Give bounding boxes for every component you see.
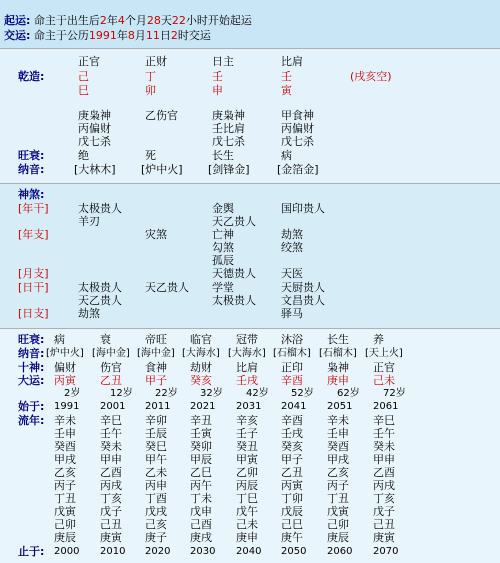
liunian-cell: 己酉 xyxy=(190,518,212,531)
liunian-cell: 癸未 xyxy=(373,440,395,453)
dayun-age-cell: 72岁 xyxy=(383,388,406,399)
shensha-item: 国印贵人 xyxy=(281,202,325,215)
ten-god-label: 比肩 xyxy=(281,55,303,68)
dayun-shishen-cell: 比肩 xyxy=(236,361,258,374)
liunian-cell: 丙子 xyxy=(327,479,349,492)
liunian-cell: 辛未 xyxy=(327,414,349,427)
shensha-item: 文昌贵人 xyxy=(281,294,325,307)
wangshuai-value: 病 xyxy=(281,149,292,162)
liunian-cell: 壬子 xyxy=(236,427,258,440)
qiyun-hours: 22 xyxy=(171,14,186,27)
liunian-cell: 己巳 xyxy=(281,518,303,531)
jiaoyun-label: 交运: xyxy=(4,29,31,42)
dayun-ganzhi-cell: 甲子 xyxy=(145,374,167,387)
liunian-cell: 丁丑 xyxy=(327,492,349,505)
liunian-cell: 壬申 xyxy=(327,427,349,440)
dayun-wangshuai-cell: 帝旺 xyxy=(145,333,167,346)
branch: 巳 xyxy=(78,84,89,97)
jiaoyun-day: 11 xyxy=(145,29,160,42)
dayun-end-cell: 2000 xyxy=(54,546,80,557)
dayun-wangshuai-cell: 养 xyxy=(373,333,384,346)
liunian-cell: 戊戌 xyxy=(145,505,167,518)
liunian-cell: 丙戌 xyxy=(100,479,122,492)
dayun-start-cell: 2001 xyxy=(100,401,126,412)
dayun-nayin-cell: [石榴木] xyxy=(273,348,311,359)
dayun-end-cell: 2010 xyxy=(100,546,126,557)
liunian-cell: 甲戌 xyxy=(327,453,349,466)
liunian-cell: 己丑 xyxy=(100,518,122,531)
shensha-item: 金舆 xyxy=(212,202,234,215)
qiyun-text: 命主于出生后 xyxy=(33,14,100,27)
liunian-cell: 戊申 xyxy=(190,505,212,518)
dayun-start-cell: 1991 xyxy=(54,401,80,412)
shensha-item: 天厨贵人 xyxy=(281,281,325,294)
jiaoyun-month: 8 xyxy=(127,29,135,42)
liunian-cell: 戊寅 xyxy=(327,505,349,518)
liunian-cell: 丁亥 xyxy=(373,492,395,505)
hidden-stem: 庚枭神 xyxy=(78,109,111,122)
dayun-end-cell: 2050 xyxy=(281,546,307,557)
divider xyxy=(0,48,500,49)
qiyun-unit: 个月 xyxy=(124,14,147,27)
liunian-cell: 戊子 xyxy=(373,505,395,518)
dayun-nayin-cell: [海中金] xyxy=(137,348,175,359)
jiaoyun-unit: 月 xyxy=(134,29,146,42)
liunian-cell: 辛酉 xyxy=(281,414,303,427)
dayun-age-cell: 32岁 xyxy=(200,388,223,399)
liunian-cell: 庚辰 xyxy=(327,531,349,544)
liunian-cell: 壬寅 xyxy=(190,427,212,440)
nayin-label: 纳音: xyxy=(18,163,45,176)
liunian-cell: 壬午 xyxy=(373,427,395,440)
shensha-item: 孤辰 xyxy=(212,254,234,267)
shensha-item: 太极贵人 xyxy=(78,202,122,215)
liunian-cell: 壬申 xyxy=(54,427,76,440)
liunian-cell: 乙巳 xyxy=(190,466,212,479)
liunian-cell: 乙未 xyxy=(145,466,167,479)
ten-god-label: 正官 xyxy=(78,55,100,68)
liunian-cell: 庚寅 xyxy=(100,531,122,544)
liunian-cell: 甲申 xyxy=(373,453,395,466)
dayun-shishen-cell: 劫财 xyxy=(190,361,212,374)
dayun-wangshuai-label: 旺衰: xyxy=(18,333,45,346)
dayun-shishen-cell: 偏财 xyxy=(54,361,76,374)
dayun-age-cell: 22岁 xyxy=(155,388,178,399)
liunian-cell: 戊子 xyxy=(100,505,122,518)
liunian-cell: 辛巳 xyxy=(373,414,395,427)
shensha-item: 劫煞 xyxy=(78,307,100,320)
branch: 申 xyxy=(212,84,223,97)
dayun-end-cell: 2030 xyxy=(190,546,216,557)
shensha-item: 天乙贵人 xyxy=(145,281,189,294)
hidden-stem: 庚枭神 xyxy=(212,109,245,122)
nayin-value: [金箔金] xyxy=(277,163,319,176)
shensha-row-label: [日支] xyxy=(18,307,49,320)
jiaoyun-year: 1991 xyxy=(88,29,117,42)
dayun-nayin-cell: [炉中火] xyxy=(46,348,84,359)
divider xyxy=(0,183,500,184)
dayun-start-cell: 2041 xyxy=(281,401,307,412)
liunian-cell: 壬辰 xyxy=(145,427,167,440)
dayun-end-label: 止于: xyxy=(18,545,45,558)
kongwang: (戌亥空) xyxy=(350,70,392,83)
dayun-start-label: 始于: xyxy=(18,400,45,413)
liunian-cell: 丁未 xyxy=(190,492,212,505)
liunian-cell: 壬戌 xyxy=(281,427,303,440)
liunian-cell: 癸巳 xyxy=(145,440,167,453)
dayun-start-cell: 2031 xyxy=(236,401,262,412)
dayun-start-cell: 2061 xyxy=(373,401,399,412)
shensha-item: 天乙贵人 xyxy=(78,294,122,307)
qiyun-unit: 年 xyxy=(106,14,118,27)
liunian-cell: 己卯 xyxy=(54,518,76,531)
qiyun-days: 28 xyxy=(146,14,161,27)
liunian-cell: 癸酉 xyxy=(327,440,349,453)
qiyun-years: 2 xyxy=(99,14,107,27)
hidden-stem: 壬比肩 xyxy=(212,122,245,135)
shensha-row-label: [月支] xyxy=(18,267,49,280)
liunian-cell: 甲戌 xyxy=(54,453,76,466)
dayun-shishen-cell: 伤官 xyxy=(100,361,122,374)
liunian-cell: 乙酉 xyxy=(373,466,395,479)
liunian-cell: 乙酉 xyxy=(100,466,122,479)
liunian-cell: 戊辰 xyxy=(281,505,303,518)
branch: 卯 xyxy=(145,84,156,97)
shensha-item: 天医 xyxy=(281,267,303,280)
liunian-cell: 癸卯 xyxy=(190,440,212,453)
dayun-wangshuai-cell: 沐浴 xyxy=(281,333,303,346)
liunian-cell: 丙午 xyxy=(190,479,212,492)
liunian-cell: 辛巳 xyxy=(100,414,122,427)
liunian-cell: 丙寅 xyxy=(281,479,303,492)
dayun-wangshuai-cell: 冠带 xyxy=(236,333,258,346)
liunian-cell: 甲寅 xyxy=(236,453,258,466)
dayun-end-cell: 2020 xyxy=(145,546,171,557)
liunian-cell: 丙申 xyxy=(145,479,167,492)
stem: 壬 xyxy=(212,70,223,83)
shensha-item: 驿马 xyxy=(281,307,303,320)
liunian-cell: 丙辰 xyxy=(236,479,258,492)
dayun-wangshuai-cell: 临官 xyxy=(190,333,212,346)
dayun-nayin-label: 纳音: xyxy=(18,347,45,360)
shensha-item: 亡神 xyxy=(212,228,234,241)
liunian-cell: 丁酉 xyxy=(145,492,167,505)
wangshuai-value: 死 xyxy=(145,149,156,162)
liunian-cell: 癸酉 xyxy=(54,440,76,453)
dayun-age-cell: 2岁 xyxy=(64,388,81,399)
liunian-cell: 癸丑 xyxy=(236,440,258,453)
dayun-end-cell: 2070 xyxy=(373,546,399,557)
dayun-ganzhi-cell: 壬戌 xyxy=(236,374,258,387)
jiaoyun-unit: 时交运 xyxy=(177,29,211,42)
liunian-cell: 庚戌 xyxy=(190,531,212,544)
jiaoyun-unit: 日 xyxy=(159,29,171,42)
liunian-cell: 丁巳 xyxy=(236,492,258,505)
dayun-age-cell: 12岁 xyxy=(110,388,133,399)
qiyun-months: 4 xyxy=(117,14,125,27)
shensha-item: 天德贵人 xyxy=(212,267,256,280)
dayun-start-cell: 2051 xyxy=(327,401,353,412)
jiaoyun-line xyxy=(4,29,211,42)
dayun-age-cell: 62岁 xyxy=(337,388,360,399)
liunian-cell: 辛丑 xyxy=(190,414,212,427)
dayun-label: 大运: xyxy=(18,374,45,387)
shensha-row-label: [年支] xyxy=(18,228,49,241)
divider xyxy=(0,328,500,329)
wangshuai-value: 绝 xyxy=(78,149,89,162)
liunian-cell: 甲午 xyxy=(145,453,167,466)
wangshuai-value: 长生 xyxy=(212,149,234,162)
shensha-row-label: [日干] xyxy=(18,281,49,294)
liunian-cell: 己未 xyxy=(236,518,258,531)
dayun-end-cell: 2060 xyxy=(327,546,353,557)
hidden-stem: 戊七杀 xyxy=(212,135,245,148)
ten-god-label: 日主 xyxy=(212,55,234,68)
liunian-cell: 庚辰 xyxy=(54,531,76,544)
shensha-item: 灾煞 xyxy=(145,228,167,241)
liunian-cell: 乙亥 xyxy=(327,466,349,479)
liunian-cell: 辛亥 xyxy=(236,414,258,427)
liunian-cell: 丁亥 xyxy=(100,492,122,505)
qiyun-line xyxy=(4,14,252,27)
liunian-cell: 戊寅 xyxy=(54,505,76,518)
stem: 丁 xyxy=(145,70,156,83)
stem: 壬 xyxy=(281,70,292,83)
liunian-cell: 己亥 xyxy=(145,518,167,531)
dayun-end-cell: 2040 xyxy=(236,546,262,557)
hidden-stem: 丙偏财 xyxy=(281,122,314,135)
liunian-cell: 癸亥 xyxy=(281,440,303,453)
shensha-label: 神煞: xyxy=(18,188,45,201)
liunian-cell: 丙戌 xyxy=(373,479,395,492)
dayun-wangshuai-cell: 衰 xyxy=(100,333,111,346)
qiyun-unit: 天 xyxy=(160,14,172,27)
shensha-item: 绞煞 xyxy=(281,241,303,254)
liunian-cell: 丁卯 xyxy=(281,492,303,505)
shensha-item: 太极贵人 xyxy=(78,281,122,294)
hidden-stem: 戊七杀 xyxy=(78,135,111,148)
liunian-cell: 己卯 xyxy=(327,518,349,531)
dayun-nayin-cell: [石榴木] xyxy=(319,348,357,359)
hidden-stem: 戊七杀 xyxy=(281,135,314,148)
nayin-value: [大林木] xyxy=(74,163,116,176)
shensha-item: 天乙贵人 xyxy=(212,215,256,228)
shensha-item: 太极贵人 xyxy=(212,294,256,307)
wangshuai-label: 旺衰: xyxy=(18,149,45,162)
dayun-shishen-label: 十神: xyxy=(18,361,45,374)
jiaoyun-unit: 年 xyxy=(116,29,128,42)
liunian-cell: 己丑 xyxy=(373,518,395,531)
liunian-cell: 甲子 xyxy=(281,453,303,466)
shensha-item: 学堂 xyxy=(212,281,234,294)
nayin-value: [炉中火] xyxy=(141,163,183,176)
liunian-cell: 癸未 xyxy=(100,440,122,453)
qianzao-label: 乾造: xyxy=(18,70,45,83)
jiaoyun-text: 命主于公历 xyxy=(33,29,89,42)
shensha-item: 劫煞 xyxy=(281,228,303,241)
liunian-cell: 丙子 xyxy=(54,479,76,492)
liunian-cell: 丁丑 xyxy=(54,492,76,505)
liunian-cell: 乙亥 xyxy=(54,466,76,479)
liunian-cell: 甲辰 xyxy=(190,453,212,466)
liunian-cell: 庚子 xyxy=(145,531,167,544)
dayun-shishen-cell: 正印 xyxy=(281,361,303,374)
liunian-cell: 庚申 xyxy=(236,531,258,544)
dayun-age-cell: 42岁 xyxy=(246,388,269,399)
liunian-cell: 甲申 xyxy=(100,453,122,466)
dayun-age-cell: 52岁 xyxy=(291,388,314,399)
shensha-item: 勾煞 xyxy=(212,241,234,254)
liunian-cell: 乙丑 xyxy=(281,466,303,479)
branch: 寅 xyxy=(281,84,292,97)
liunian-cell: 辛未 xyxy=(54,414,76,427)
dayun-wangshuai-cell: 病 xyxy=(54,333,65,346)
liunian-cell: 壬午 xyxy=(100,427,122,440)
liunian-cell: 辛卯 xyxy=(145,414,167,427)
liunian-label: 流年: xyxy=(18,414,45,427)
dayun-ganzhi-cell: 丙寅 xyxy=(54,374,76,387)
dayun-nayin-cell: [大海水] xyxy=(182,348,220,359)
liunian-cell: 庚寅 xyxy=(373,531,395,544)
dayun-wangshuai-cell: 长生 xyxy=(327,333,349,346)
shensha-item: 羊刃 xyxy=(78,215,100,228)
dayun-ganzhi-cell: 癸亥 xyxy=(190,374,212,387)
hidden-stem: 丙偏财 xyxy=(78,122,111,135)
hidden-stem: 乙伤官 xyxy=(145,109,178,122)
qiyun-label: 起运: xyxy=(4,14,31,27)
dayun-nayin-cell: [大海水] xyxy=(228,348,266,359)
dayun-ganzhi-cell: 辛酉 xyxy=(281,374,303,387)
dayun-ganzhi-cell: 乙丑 xyxy=(100,374,122,387)
liunian-cell: 戊午 xyxy=(236,505,258,518)
shensha-row-label: [年干] xyxy=(18,202,49,215)
qiyun-unit: 小时开始起运 xyxy=(185,14,252,27)
dayun-start-cell: 2011 xyxy=(145,401,171,412)
dayun-nayin-cell: [海中金] xyxy=(92,348,130,359)
dayun-ganzhi-cell: 庚申 xyxy=(327,374,349,387)
dayun-shishen-cell: 正官 xyxy=(373,361,395,374)
liunian-cell: 乙卯 xyxy=(236,466,258,479)
ten-god-label: 正财 xyxy=(145,55,167,68)
dayun-nayin-cell: [天上火] xyxy=(365,348,403,359)
stem: 己 xyxy=(78,70,89,83)
liunian-cell: 庚午 xyxy=(281,531,303,544)
jiaoyun-hour: 2 xyxy=(170,29,178,42)
dayun-ganzhi-cell: 己未 xyxy=(373,374,395,387)
dayun-shishen-cell: 食神 xyxy=(145,361,167,374)
hidden-stem: 甲食神 xyxy=(281,109,314,122)
dayun-shishen-cell: 枭神 xyxy=(327,361,349,374)
dayun-start-cell: 2021 xyxy=(190,401,216,412)
nayin-value: [剑锋金] xyxy=(208,163,250,176)
